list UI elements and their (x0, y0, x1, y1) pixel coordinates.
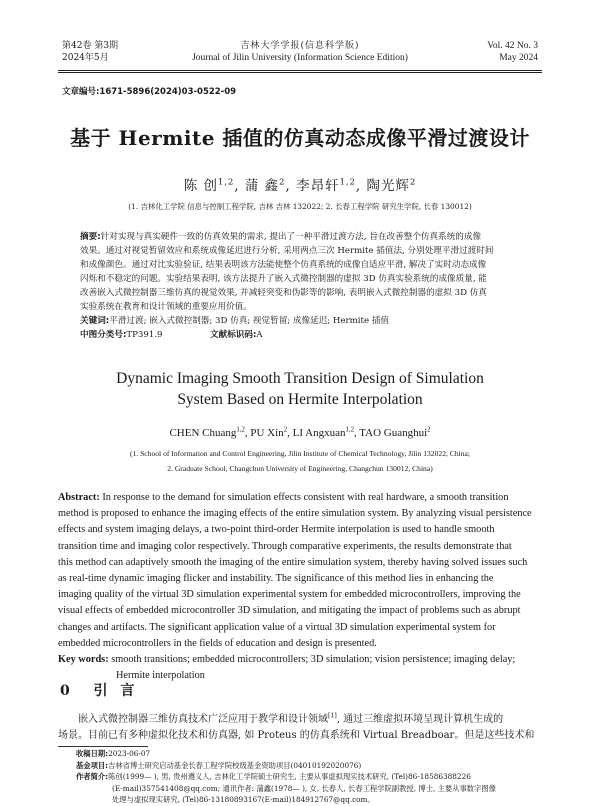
abstract-cn-line: 效果。通过对视觉暂留效应和系统成像延迟进行分析, 采用两点三次 Hermite 插值法, 分别处理平滑过渡时间 (80, 246, 494, 256)
author-bio-line: (E-mail)357541408@qq.com; 通讯作者: 蒲鑫(1978— ), 女, 长春人, 长春工程学院副教授, 博士, 主要从事数字图像 (112, 783, 496, 793)
footnote-rule (58, 746, 148, 747)
abstract-cn-label: 摘要: (80, 232, 101, 242)
affiliation-en-line-2: 2. Graduate School, Changchun University of Engineering, Changchun 130012, China) (167, 464, 433, 473)
abstract-en-line: changes and artifacts. The significant application value of a virtual 3D simulation experimental system for (58, 621, 496, 633)
abstract-en-line: transition time and imaging color respectively. Through comparative experiments, the results demonstrate that (58, 540, 512, 552)
header-rule-top (58, 70, 542, 71)
section-heading (60, 680, 138, 700)
abstract-en-line: embedded microcontrollers in the fields of education and design is presented. (58, 637, 377, 649)
abstract-en (58, 490, 542, 684)
author-en-2: PU Xin (250, 427, 284, 439)
abstract-en-line: this method can adaptively smooth the imaging of the entire simulation system, thereby having solved issues such (58, 556, 528, 568)
authors-en: CHEN Chuang$^{1,2}$, PU Xin$^2$, LI Angxuan$^{1,2}$, TAO Guanghui$^2$ (169, 426, 431, 439)
abstract-en-line: method is proposed to enhance the imaging effects of the entire simulation system. By analyzing visual persistence (58, 508, 532, 520)
intro-paragraph (58, 712, 542, 744)
abstract-cn-line: 改善嵌入式微控制器三维仿真的视觉效果, 并减轻突变和伪影等的影响, 表明嵌入式微控制器的虚拟 3D 仿真 (80, 288, 487, 298)
section-number: 0 (60, 683, 70, 699)
abstract-cn-line: 实验系统在教育和设计领域的重要应用价值。 (80, 302, 252, 312)
abstract-en-label: Abstract: (58, 492, 100, 503)
author-en-3-sup: 1,2 (345, 426, 354, 434)
author-cn-3: 李昂轩 (296, 178, 340, 194)
intro-line: 场景。目前已有多种虚拟化技术和仿真器, 如 Proteus 的仿真系统和 Virtual Breadboar。但是这些技术和 (58, 730, 535, 741)
authors-cn: 陈 创$^{1,2}$, 蒲 鑫$^2$, 李昂轩$^{1,2}$, 陶光辉$^2$ (183, 176, 417, 194)
author-en-2-sup: 2 (283, 426, 288, 434)
fund-text: 吉林省博士研究启动基金长春工程学院校级基金资助项目(04010192020076) (108, 760, 362, 770)
clc-label: 中图分类号: (80, 330, 127, 340)
doc-code-value: A (256, 330, 263, 340)
header-rule-bottom (58, 72, 542, 73)
header-journal: 吉林大学学报(信息科学版) Journal of Jilin University (Information Science Edition) (192, 41, 408, 63)
clc-value: TP391.9 (126, 330, 163, 340)
intro-line: , 通过三维虚拟环境呈现计算机生成的 (336, 714, 504, 725)
received-label: 收稿日期: (76, 749, 109, 758)
keywords-cn: 平滑过渡; 嵌入式微控制器; 3D 仿真; 视觉暂留; 成像延迟; Hermite 插值 (109, 316, 389, 326)
author-cn-2-sup: 2 (279, 176, 286, 187)
keywords-en-cont: Hermite interpolation (116, 670, 205, 682)
abstract-cn-line: 闪烁和不稳定的问题。实验结果表明, 该方法提升了嵌入式微控制器的虚拟 3D 仿真实验系统的成像质量, 能 (80, 274, 487, 284)
title-en-line-2: System Based on Hermite Interpolation (177, 391, 423, 408)
abstract-en-line: visual effects of embedded microcontroller 3D simulation, and mitigating the impact of problems such as abrupt (58, 605, 521, 617)
keywords-en: smooth transitions; embedded microcontrollers; 3D simulation; vision persistence; imaging delay; (111, 654, 516, 666)
abstract-en-line: effects and system imaging delays, a two-point third-order Hermite interpolation is used to handle smooth (58, 524, 495, 536)
affiliation-cn: (1. 吉林化工学院 信息与控制工程学院, 吉林 吉林 132022; 2. 长春工程学院 研究生学院, 长春 130012) (128, 202, 472, 211)
author-bio-label: 作者简介: (76, 772, 109, 781)
article-number: 文章编号:1671-5896(2024)03-0522-09 (62, 87, 237, 97)
received-date: 2023-06-07 (108, 749, 151, 758)
header-volume-en: Vol. 42 No. 3 May 2024 (487, 41, 538, 63)
section-title: 引 言 (93, 683, 139, 699)
abstract-en-line: as real-time dynamic imaging flicker and instability. The significance of this method lies in enhancing the (58, 573, 494, 585)
author-bio-line: 陈创(1999— ), 男, 贵州遵义人, 吉林化工学院硕士研究生, 主要从事虚拟现实技术研究, (Tel)86-18586388226 (108, 772, 471, 781)
author-cn-2: 蒲 鑫 (244, 178, 280, 194)
author-cn-1-sup: 1,2 (217, 176, 235, 187)
intro-line: 嵌入式微控制器三维仿真技术广泛应用于教学和设计领域 (78, 714, 328, 725)
fund-label: 基金项目: (76, 760, 109, 770)
keywords-cn-label: 关键词: (80, 316, 110, 326)
author-en-4-sup: 2 (427, 426, 431, 434)
doc-code-label: 文献标识码: (210, 330, 257, 340)
title-en-line-1: Dynamic Imaging Smooth Transition Design of Simulation (116, 370, 484, 387)
author-cn-3-sup: 1,2 (339, 176, 356, 187)
abstract-cn (80, 230, 520, 342)
title-en (0, 368, 600, 410)
author-cn-1: 陈 创 (183, 178, 218, 194)
affiliation-en (0, 446, 600, 476)
affiliation-en-line-1: (1. School of Information and Control Engineering, Jilin Institute of Chemical Technology, Jilin 132022, China; (129, 449, 471, 458)
abstract-en-line: imaging quality of the virtual 3D simulation experimental system for embedded microcontrollers, improving the (58, 589, 521, 601)
title-cn: 基于 Hermite 插值的仿真动态成像平滑过渡设计 (70, 126, 530, 150)
author-cn-4: 陶光辉 (366, 178, 410, 194)
citation-ref: [1] (328, 712, 337, 720)
abstract-en-line: In response to the demand for simulation effects consistent with real hardware, a smooth transition (102, 492, 509, 503)
author-en-4: TAO Guanghui (359, 427, 428, 439)
abstract-cn-line: 和成像颜色。通过对比实验验证, 结果表明该方法能使整个仿真系统的成像自适应平滑, 解决了实时动态成像 (80, 260, 487, 270)
keywords-en-label: Key words: (58, 654, 109, 666)
author-en-1: CHEN Chuang (169, 427, 237, 439)
author-en-1-sup: 1,2 (236, 426, 245, 434)
author-bio-line: 处理与虚拟现实研究, (Tel)86-13180893167(E-mail)184912767@qq.com。 (112, 795, 375, 804)
header-volume-cn: 第42卷 第3期 2024年5月 (62, 41, 119, 63)
author-cn-4-sup: 2 (409, 176, 417, 187)
abstract-cn-line: 针对实现与真实硬件一致的仿真效果的需求, 提出了一种平滑过渡方法, 旨在改善整个仿真系统的成像 (100, 232, 482, 242)
footnotes (76, 748, 546, 806)
author-en-3: LI Angxuan (292, 427, 346, 439)
